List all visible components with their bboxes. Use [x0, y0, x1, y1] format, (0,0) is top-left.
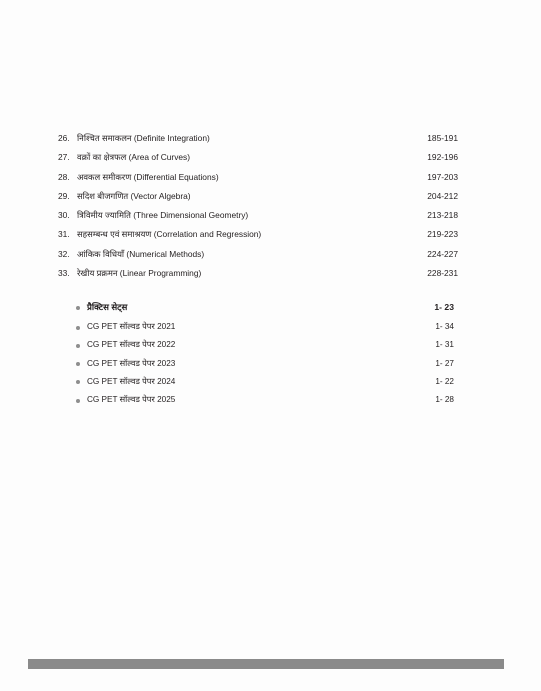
toc-entry-pages: 219-223 — [427, 229, 458, 240]
toc-entry-number: 30. — [58, 210, 70, 221]
toc-entry-pages: 185-191 — [427, 133, 458, 143]
toc-entry-number: 27. — [58, 152, 70, 163]
solved-paper-entry[interactable] — [76, 336, 454, 354]
toc-entry-title: सदिश बीजगणित (Vector Algebra) — [77, 190, 191, 201]
extra-entry-pages: 1- 31 — [435, 340, 454, 350]
toc-entry-pages: 228-231 — [427, 268, 458, 279]
toc-entry-pages: 204-212 — [427, 190, 458, 201]
toc-entry-pages: 197-203 — [427, 171, 458, 182]
bullet-icon — [76, 362, 80, 366]
bullet-icon — [76, 399, 80, 403]
extra-entry-pages: 1- 23 — [434, 302, 454, 312]
toc-entry-pages: 192-196 — [427, 152, 458, 163]
bullet-icon — [76, 344, 80, 348]
practice-sets-entry[interactable] — [76, 297, 454, 318]
toc-entry-title: निश्चित समाकलन (Definite Integration) — [77, 133, 210, 143]
toc-entry-title: त्रिविमीय ज्यामिति (Three Dimensional Geometry) — [77, 210, 249, 221]
toc-entry-number: 29. — [58, 190, 70, 201]
solved-paper-entry[interactable] — [76, 373, 454, 391]
toc-entry-title: अवकल समीकरण (Differential Equations) — [77, 171, 219, 182]
extra-entry-pages: 1- 34 — [435, 322, 454, 331]
table-of-contents — [58, 129, 458, 283]
extra-entry-label: CG PET सॉल्वड पेपर 2021 — [87, 322, 176, 331]
toc-entry-number: 26. — [58, 133, 70, 143]
extra-entry-label: CG PET सॉल्वड पेपर 2022 — [87, 340, 176, 350]
toc-entry[interactable] — [58, 206, 458, 225]
toc-entry-number: 33. — [58, 268, 70, 279]
toc-entry-title: वक्रों का क्षेत्रफल (Area of Curves) — [77, 152, 191, 163]
solved-paper-entry[interactable] — [76, 355, 454, 373]
toc-entry-number: 32. — [58, 248, 70, 259]
toc-entry-title: सहसम्बन्ध एवं समाश्रयण (Correlation and Regression) — [77, 229, 262, 240]
toc-entry[interactable] — [58, 168, 458, 187]
toc-entry[interactable] — [58, 129, 458, 148]
toc-entry[interactable] — [58, 264, 458, 283]
toc-entry-title: आंकिक विधियाँ (Numerical Methods) — [77, 248, 205, 259]
toc-entry[interactable] — [58, 148, 458, 167]
extra-entry-label: CG PET सॉल्वड पेपर 2024 — [87, 376, 176, 386]
footer-bar — [28, 659, 504, 669]
toc-entry[interactable] — [58, 187, 458, 206]
extra-entry-pages: 1- 27 — [435, 358, 454, 368]
solved-paper-entry[interactable] — [76, 391, 454, 409]
extra-entry-pages: 1- 28 — [435, 395, 454, 405]
extra-sections-list — [76, 297, 454, 409]
extra-entry-label: CG PET सॉल्वड पेपर 2023 — [87, 358, 176, 368]
bullet-icon — [76, 380, 80, 384]
bullet-icon — [76, 306, 80, 310]
toc-entry-number: 28. — [58, 171, 70, 182]
extra-entry-label: प्रैक्टिस सेट्स — [87, 302, 128, 312]
bullet-icon — [76, 326, 80, 330]
toc-entry-number: 31. — [58, 229, 70, 240]
solved-paper-entry[interactable] — [76, 318, 454, 336]
toc-entry-pages: 224-227 — [427, 248, 458, 259]
toc-entry-pages: 213-218 — [427, 210, 458, 221]
extra-entry-label: CG PET सॉल्वड पेपर 2025 — [87, 395, 176, 405]
toc-entry[interactable] — [58, 225, 458, 244]
toc-entry-title: रेखीय प्रक्रमन (Linear Programming) — [77, 268, 202, 279]
toc-entry[interactable] — [58, 245, 458, 264]
extra-entry-pages: 1- 22 — [435, 376, 454, 386]
